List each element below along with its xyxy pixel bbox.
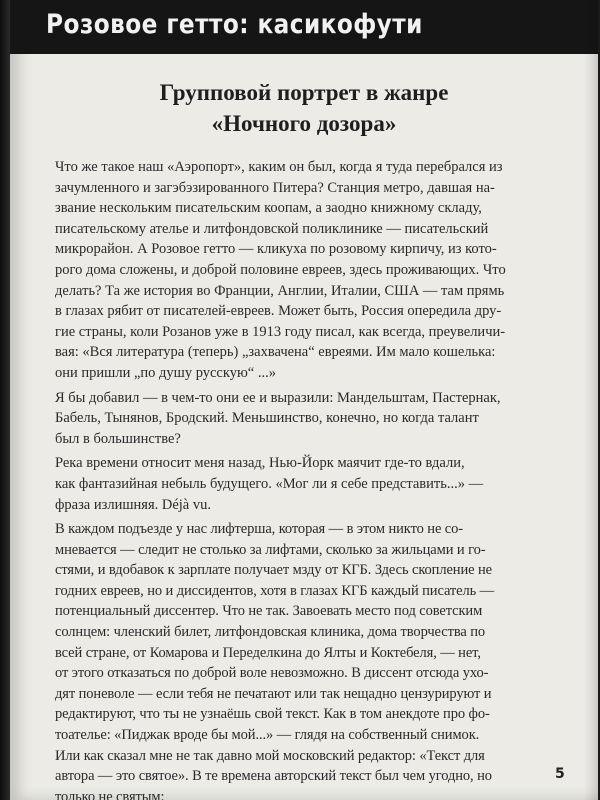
text-line: от этого отказаться по доброй воле невозможно. В диссент отсюда ухо- — [55, 665, 489, 682]
page-number: 5 — [555, 766, 565, 782]
text-line: солнцем: членский билет, литфондовская клиника, дома творчества по — [55, 624, 486, 641]
text-line: микрорайон. А Розовое гетто — кликуха по розовому кирпичу, из кото- — [55, 241, 497, 258]
text-line: стями, и вдобавок к зарплате получает мзду от КГБ. Здесь скопление не — [55, 562, 492, 579]
text-line: редактируют, что ты не узнаёшь свой текст. Как в том анекдоте про фо- — [55, 706, 490, 723]
running-header-title: Розовое гетто: касикофути — [46, 9, 423, 40]
text-line: только не святым: — [55, 788, 165, 800]
text-line: делать? Та же история во Франции, Англии, Италии, США — там прямь — [55, 282, 505, 299]
text-line: рого дома сложены, и доброй половине евреев, здесь проживающих. Что — [55, 261, 506, 278]
text-line: вая: «Вся литература (теперь) „захвачена“ евреями. Им мало кошелька: — [55, 344, 496, 361]
text-line: зачумленного и загэбэзированного Питера? Станция метро, давшая на- — [55, 179, 495, 196]
body-text — [55, 157, 590, 800]
text-line: потенциальный диссентер. Что не так. Завоевать место под советским — [55, 603, 483, 620]
paragraph — [55, 519, 590, 800]
paragraph — [55, 388, 590, 450]
text-line: всей стране, от Комарова и Переделкина до Ялты и Коктебеля, — нет, — [55, 644, 481, 661]
text-line: звание нескольким писательским коопам, а заодно книжному складу, — [55, 200, 482, 217]
book-spine-edge — [0, 0, 10, 800]
text-line: в глазах рябит от писателей-евреев. Может быть, Россия опередила дру- — [55, 303, 502, 320]
text-line: дят поневоле — если тебя не печатают или так нещадно цензурируют и — [55, 685, 492, 702]
paragraph — [55, 157, 590, 384]
chapter-title-line: «Ночного дозора» — [211, 111, 397, 136]
text-line: Я бы добавил — в чем-то они ее и выразили: Мандельштам, Пастернак, — [55, 389, 501, 406]
text-line: они пришли „по душу русскую“ ...» — [55, 364, 276, 381]
text-line: гие страны, коли Розанов уже в 1913 году писал, как всегда, преувеличи- — [55, 323, 506, 340]
text-line: годних евреев, но и диссидентов, хотя в глазах КГБ каждый писатель — — [55, 582, 495, 599]
text-line: Бабель, Тынянов, Бродский. Меньшинство, конечно, но когда талант — [55, 410, 479, 427]
page-shadow — [584, 0, 598, 800]
text-line: фраза излишняя. Déjà vu. — [55, 496, 211, 513]
text-line: тоателье: «Пиджак вроде бы мой...» — глядя на собственный снимок. — [55, 727, 480, 744]
text-line: как фантазийная небыль будущего. «Мог ли я себе представить...» — — [55, 475, 484, 492]
text-line: Или как сказал мне не так давно мой московский редактор: «Текст для — [55, 747, 485, 764]
text-line: Река времени относит меня назад, Нью-Йорк маячит где-то вдали, — [55, 455, 465, 472]
book-page — [10, 0, 598, 800]
text-line: В каждом подъезде у нас лифтерша, которая — в этом никто не со- — [55, 521, 464, 538]
chapter-title — [10, 77, 598, 139]
text-line: был в большинстве? — [55, 430, 181, 447]
text-line: автора — это святое». В те времена авторский текст был чем угодно, но — [55, 768, 492, 785]
text-line: Что же такое наш «Аэропорт», каким он был, когда я туда перебрался из — [55, 159, 503, 175]
running-header — [10, 0, 598, 54]
text-line: писательскому ателье и литфондовской поликлинике — писательский — [55, 220, 489, 237]
chapter-title-line: Групповой портрет в жанре — [159, 80, 449, 105]
text-line: мневается — следит не столько за лифтами, сколько за жильцами и го- — [55, 541, 486, 558]
paragraph — [55, 453, 590, 515]
